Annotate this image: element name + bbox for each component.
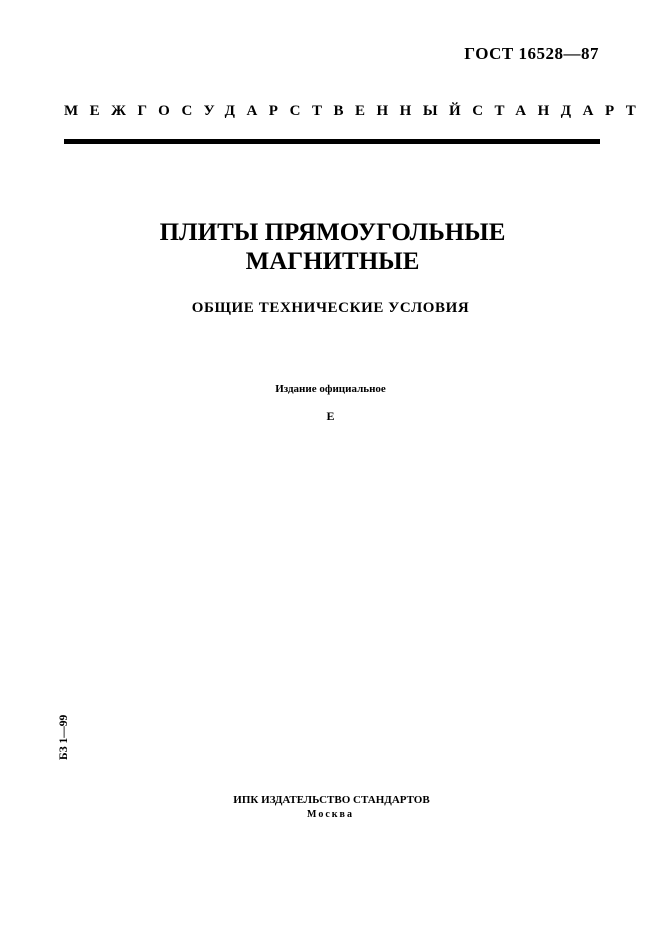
document-title-line-2: МАГНИТНЫЕ	[245, 248, 420, 275]
document-subtitle: ОБЩИЕ ТЕХНИЧЕСКИЕ УСЛОВИЯ	[191, 300, 470, 316]
side-code: БЗ 1—99	[58, 714, 70, 760]
gost-number: ГОСТ 16528—87	[464, 44, 599, 63]
standard-type-word-standard: СТАНДАРТ	[472, 103, 648, 119]
edition-letter: Е	[326, 409, 335, 423]
standard-type-heading	[64, 103, 648, 120]
edition-label: Издание официальное	[275, 383, 386, 395]
publisher-name: ИПК ИЗДАТЕЛЬСТВО СТАНДАРТОВ	[233, 794, 430, 806]
standard-type-word-interstate: МЕЖГОСУДАРСТВЕННЫЙ	[64, 103, 473, 119]
publisher-city: Москва	[307, 809, 354, 820]
document-title	[2, 218, 661, 276]
header-divider	[64, 139, 600, 144]
document-title-line-1: ПЛИТЫ ПРЯМОУГОЛЬНЫЕ	[159, 219, 506, 246]
